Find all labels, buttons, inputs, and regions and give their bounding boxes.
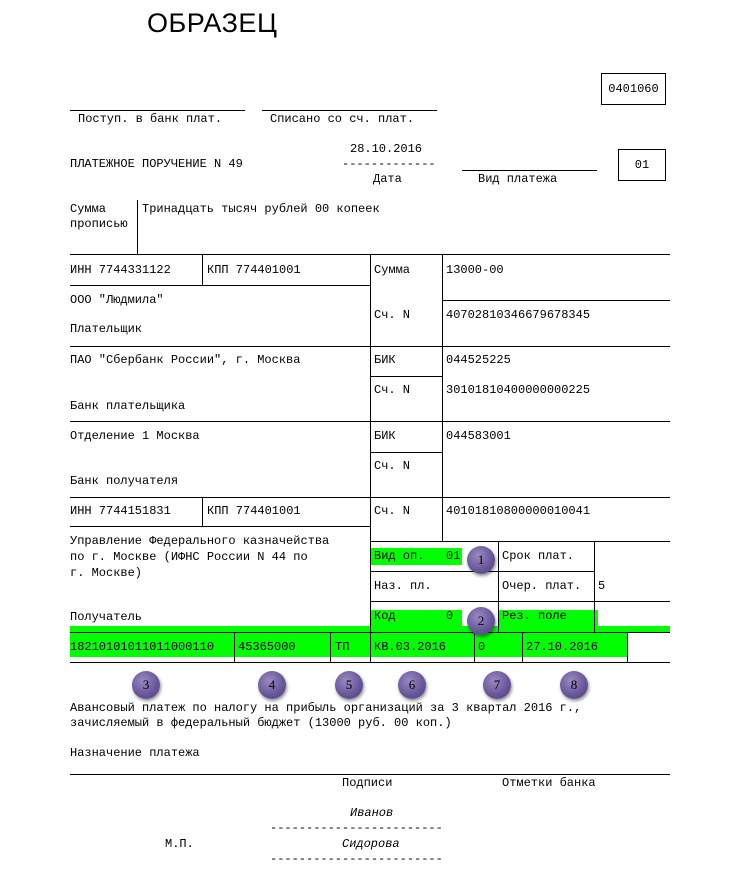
recipient-inn: ИНН 7744151831 <box>70 504 171 518</box>
signature-2: Сидорова <box>342 837 400 851</box>
grid-v-202a <box>202 254 203 285</box>
debited-line <box>262 110 437 111</box>
received-label: Поступ. в банк плат. <box>78 112 223 126</box>
recipient-name-2: по г. Москве (ИФНС России N 44 по <box>70 550 308 564</box>
date-dashes: ------------- <box>342 157 436 171</box>
amount-words-label-2: прописью <box>70 217 128 231</box>
payer-bank-name: ПАО "Сбербанк России", г. Москва <box>70 353 301 367</box>
payer-kpp: КПП 774401001 <box>207 263 301 277</box>
payer-status-box <box>618 149 666 181</box>
watermark-title: ОБРАЗЕЦ <box>147 8 278 38</box>
recipient-bank-label: Банк получателя <box>70 474 179 488</box>
line-601 <box>370 601 670 602</box>
reserve-label: Рез. поле <box>502 609 567 623</box>
amount-words-text: Тринадцать тысяч рублей 00 копеек <box>142 202 380 216</box>
recipient-acc-label: Сч. N <box>374 504 411 518</box>
amount-words-label-1: Сумма <box>70 202 107 216</box>
purpose-label: Назначение платежа <box>70 746 200 760</box>
tax-basis: ТП <box>335 640 350 654</box>
badge-6: 6 <box>398 671 426 699</box>
form-code: 0401060 <box>608 82 659 96</box>
tax-v-330 <box>330 632 331 662</box>
recipient-bank-name: Отделение 1 Москва <box>70 429 200 443</box>
grid-v-594 <box>594 541 595 632</box>
date-label: Дата <box>373 172 402 186</box>
order-date: 28.10.2016 <box>350 142 423 156</box>
badge-8: 8 <box>560 671 588 699</box>
line-497 <box>70 497 670 498</box>
sum-label: Сумма <box>374 263 411 277</box>
signature-1: Иванов <box>350 806 394 820</box>
badge-5: 5 <box>335 671 363 699</box>
line-662 <box>70 662 670 663</box>
line-300 <box>442 300 670 301</box>
line-346 <box>70 346 670 347</box>
line-421 <box>70 421 670 422</box>
payer-name: ООО "Людмила" <box>70 293 164 307</box>
payer-status: 01 <box>634 158 650 172</box>
term-label: Срок плат. <box>502 549 575 563</box>
form-code-box <box>601 73 666 105</box>
recipient-bik-label: БИК <box>374 429 396 443</box>
tax-v-370 <box>370 632 371 662</box>
recipient-bank-acc-label: Сч. N <box>374 459 411 473</box>
grid-v-202b <box>202 497 203 526</box>
signature-line-2: ------------------------ <box>270 852 443 866</box>
queue-label: Очер. плат. <box>502 579 582 593</box>
payer-bank-account: 30101810400000000225 <box>446 383 591 397</box>
line-526 <box>70 526 370 527</box>
badge-2: 2 <box>467 607 495 635</box>
signature-line-1: ------------------------ <box>270 821 443 835</box>
tax-v-474 <box>474 632 475 662</box>
recipient-account: 40101810800000010041 <box>446 504 591 518</box>
tax-period: КВ.03.2016 <box>374 640 447 654</box>
payer-bik-label: БИК <box>374 353 396 367</box>
bank-marks-label: Отметки банка <box>502 776 596 790</box>
payer-label: Плательщик <box>70 322 143 336</box>
received-line <box>70 110 245 111</box>
line-452 <box>370 452 442 453</box>
line-285 <box>70 285 370 286</box>
payer-bik: 044525225 <box>446 353 511 367</box>
code-label: Код <box>374 609 396 623</box>
recipient-name-1: Управление Федерального казначейства <box>70 534 330 548</box>
purpose-code-label: Наз. пл. <box>374 579 432 593</box>
recipient-kpp: КПП 774401001 <box>207 504 301 518</box>
purpose-line-1: Авансовый платеж по налогу на прибыль организаций за 3 квартал 2016 г., <box>70 701 582 715</box>
payer-bank-acc-label: Сч. N <box>374 383 411 397</box>
tax-v-627 <box>627 632 628 662</box>
payer-inn: ИНН 7744331122 <box>70 263 171 277</box>
recipient-label: Получатель <box>70 610 143 624</box>
tax-doc-num: 0 <box>478 640 486 654</box>
signatures-label: Подписи <box>342 776 393 790</box>
stamp-label: М.П. <box>165 837 194 851</box>
payment-type-label: Вид платежа <box>478 172 558 186</box>
line-541 <box>370 541 670 542</box>
payer-acc-label: Сч. N <box>374 308 411 322</box>
recipient-name-3: г. Москве) <box>70 566 143 580</box>
sum-value: 13000-00 <box>446 263 504 277</box>
queue-value: 5 <box>598 579 606 593</box>
purpose-line-2: зачисляемый в федеральный бюджет (13000 руб. 00 коп.) <box>70 716 452 730</box>
debited-label: Списано со сч. плат. <box>270 112 415 126</box>
payment-type-line <box>462 170 597 171</box>
badge-3: 3 <box>132 671 160 699</box>
badge-4: 4 <box>258 671 286 699</box>
op-type: 01 <box>446 549 461 563</box>
tax-doc-date: 27.10.2016 <box>526 640 599 654</box>
order-title: ПЛАТЕЖНОЕ ПОРУЧЕНИЕ N 49 <box>70 157 243 171</box>
grid-v-370 <box>370 254 371 632</box>
line-774 <box>70 774 670 775</box>
recipient-bik: 044583001 <box>446 429 511 443</box>
tax-v-522 <box>522 632 523 662</box>
tax-oktmo: 45365000 <box>238 640 296 654</box>
badge-1: 1 <box>467 546 495 574</box>
badge-7: 7 <box>483 671 511 699</box>
amount-words-divider <box>137 200 138 254</box>
code-value: 0 <box>446 609 454 623</box>
payer-account: 40702810346679678345 <box>446 308 591 322</box>
tax-kbk: 18210101011011000110 <box>70 640 215 654</box>
grid-v-498 <box>498 541 499 632</box>
op-type-label: Вид оп. <box>374 549 425 563</box>
payer-bank-label: Банк плательщика <box>70 399 186 413</box>
tax-v-234 <box>234 632 235 662</box>
line-376 <box>370 376 442 377</box>
